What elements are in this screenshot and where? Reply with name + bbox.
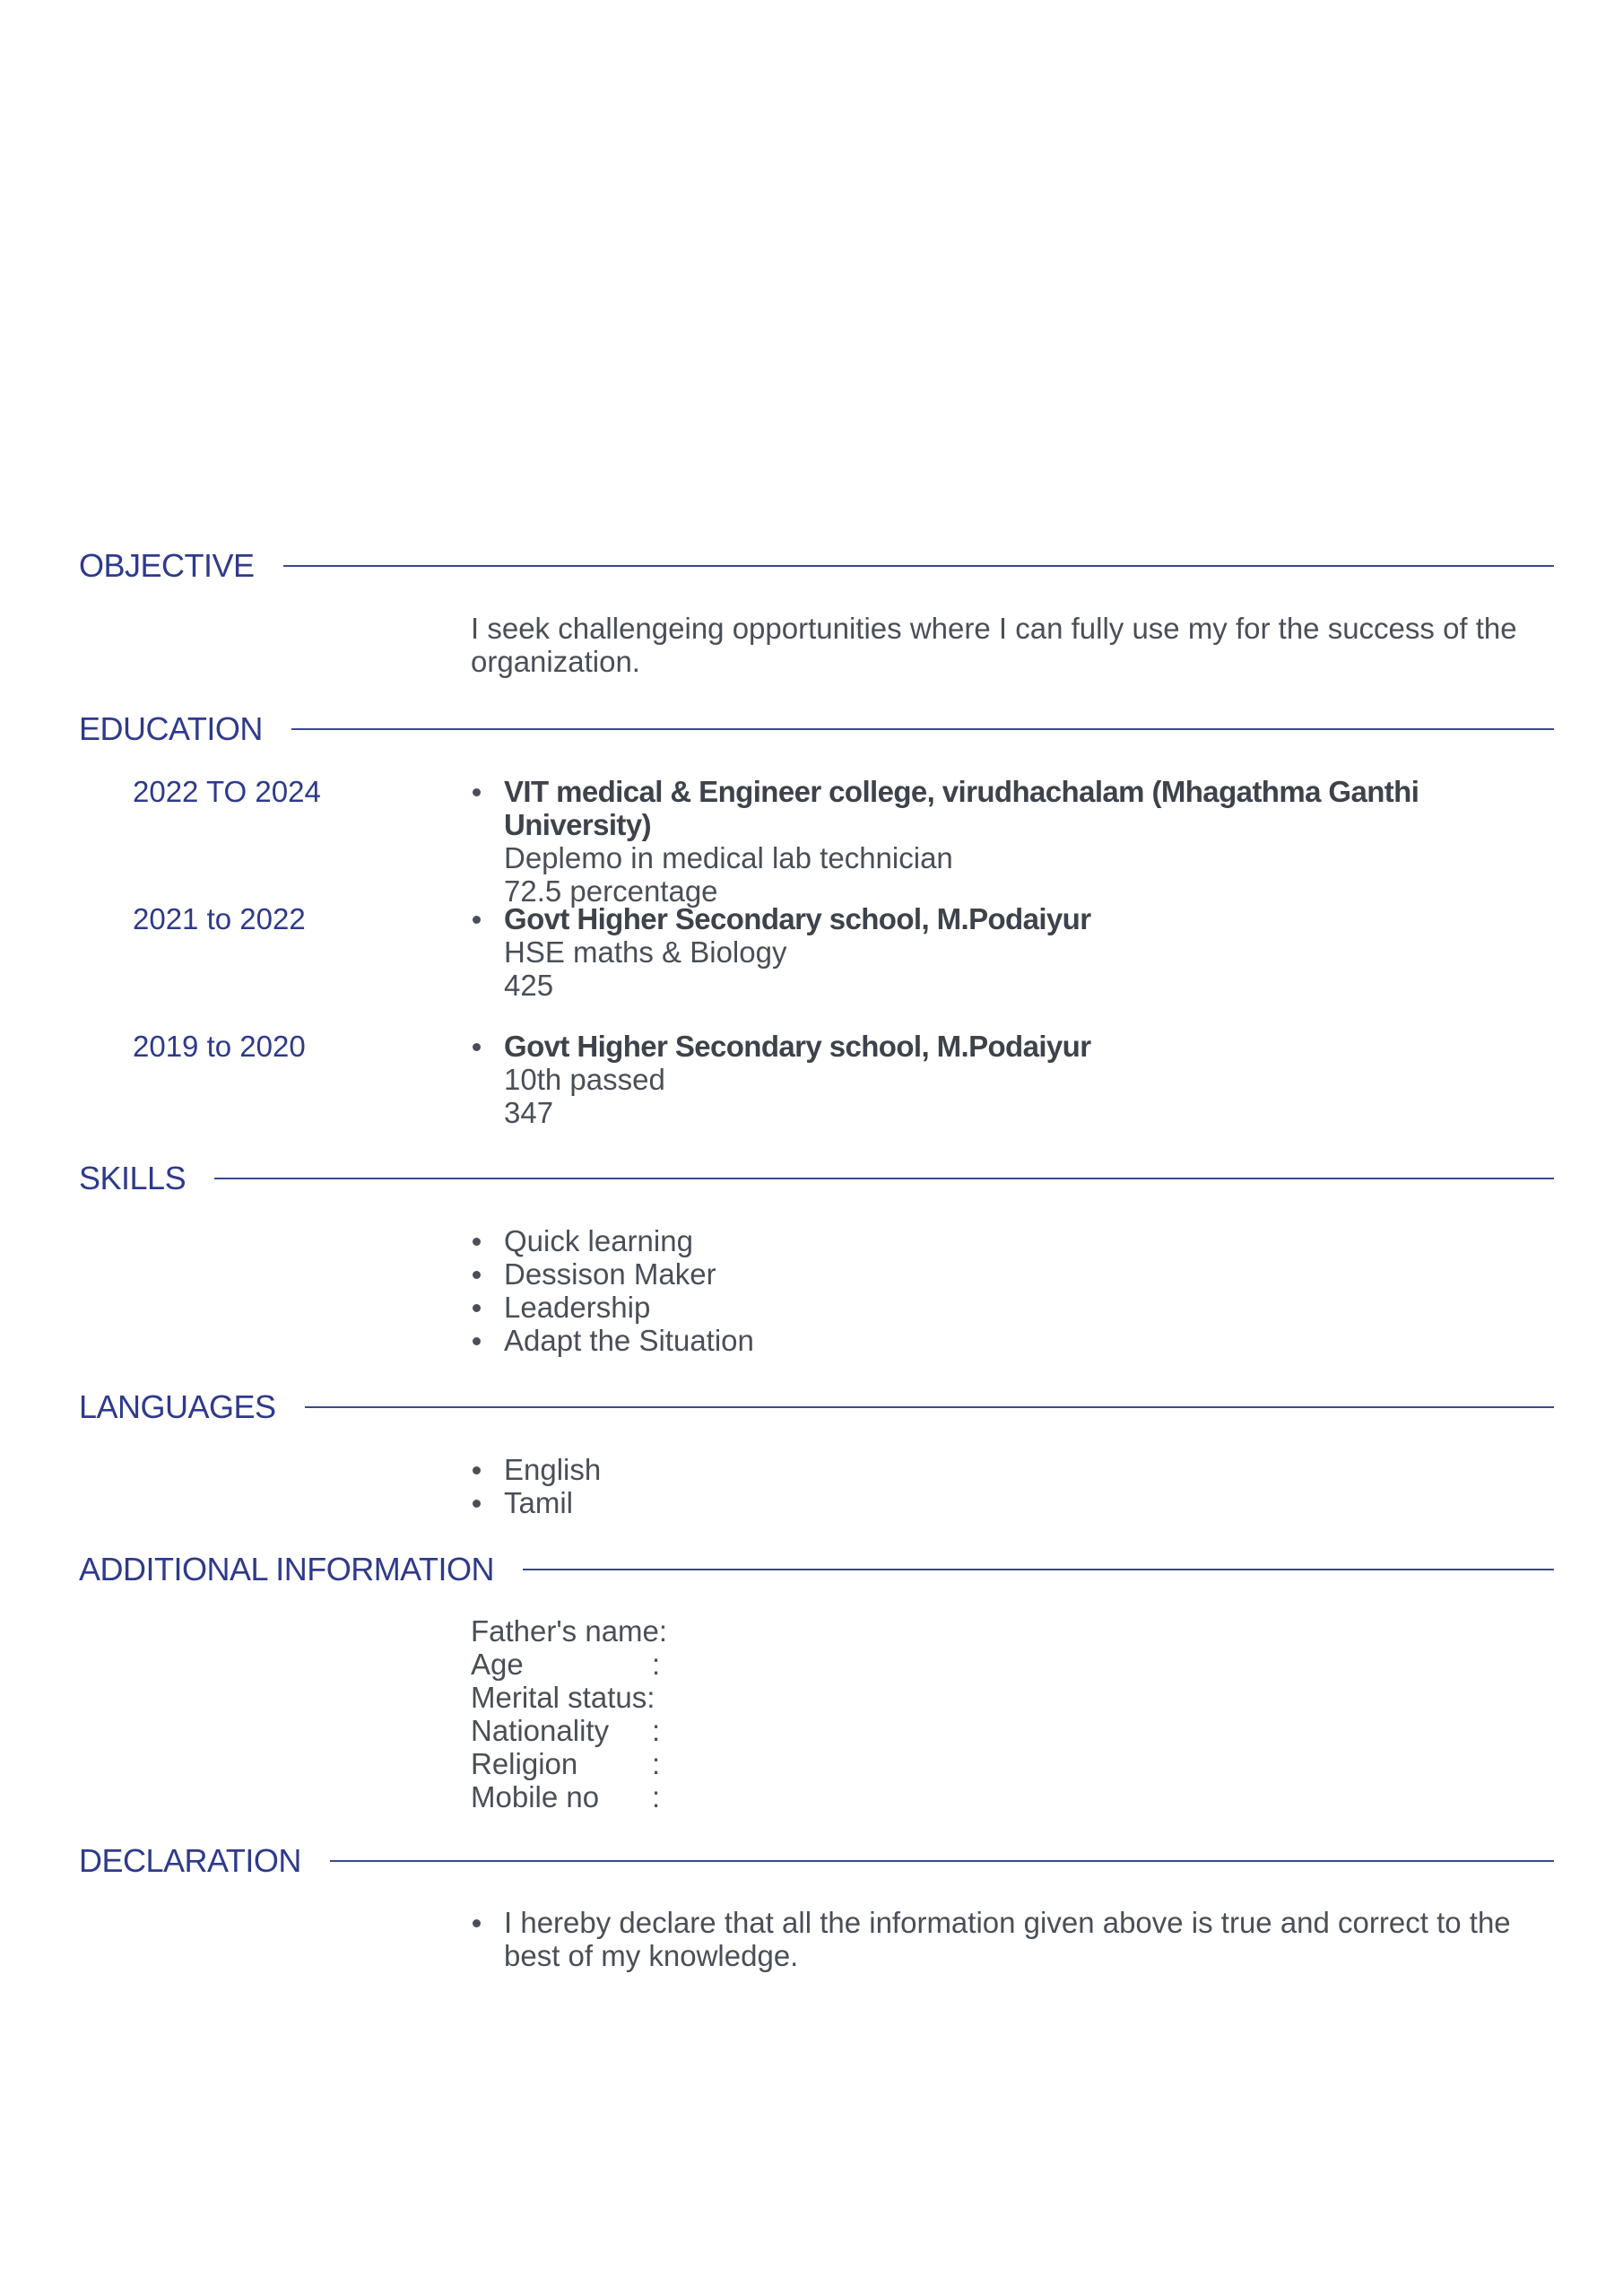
skills-title: SKILLS xyxy=(79,1160,187,1196)
education-header xyxy=(79,710,1554,748)
education-score: 425 xyxy=(504,969,554,1002)
education-date: 2021 to 2022 xyxy=(133,902,306,935)
additional-info-list xyxy=(471,1614,1554,1813)
education-score: 347 xyxy=(504,1096,554,1129)
education-score: 72.5 percentage xyxy=(504,874,718,908)
info-row xyxy=(471,1747,1554,1780)
declaration-header xyxy=(79,1842,1554,1880)
education-course: HSE maths & Biology xyxy=(504,935,787,969)
education-institution: Govt Higher Secondary school, M.Podaiyur xyxy=(504,1030,1091,1063)
education-details xyxy=(471,902,1554,1002)
education-details xyxy=(471,1030,1554,1129)
objective-header xyxy=(79,547,1554,585)
education-institution: Govt Higher Secondary school, M.Podaiyur xyxy=(504,902,1091,935)
languages-divider xyxy=(305,1406,1554,1408)
skill-item: Leadership xyxy=(471,1291,1554,1324)
skill-item: Adapt the Situation xyxy=(471,1324,1554,1357)
education-date: 2022 TO 2024 xyxy=(133,775,321,808)
language-item: English xyxy=(471,1453,1554,1486)
languages-title: LANGUAGES xyxy=(79,1388,276,1425)
declaration-title: DECLARATION xyxy=(79,1842,301,1879)
additional-info-title: ADDITIONAL INFORMATION xyxy=(79,1551,495,1587)
education-title: EDUCATION xyxy=(79,710,263,747)
education-date: 2019 to 2020 xyxy=(133,1030,306,1063)
info-row xyxy=(471,1714,1554,1747)
info-row xyxy=(471,1648,1554,1681)
info-separator: : xyxy=(652,1648,661,1681)
info-label: Mobile no xyxy=(471,1780,600,1813)
education-details xyxy=(471,775,1554,908)
additional-info-header xyxy=(79,1551,1554,1588)
info-label: Religion xyxy=(471,1747,578,1780)
objective-divider xyxy=(283,565,1554,567)
skills-header xyxy=(79,1160,1554,1197)
education-institution: VIT medical & Engineer college, virudhachalam (Mhagathma Ganthi University) xyxy=(504,775,1419,841)
education-course: 10th passed xyxy=(504,1063,665,1096)
info-label: Father's name xyxy=(471,1614,659,1648)
skills-list xyxy=(471,1224,1554,1357)
info-label: Age xyxy=(471,1648,524,1681)
info-separator: : xyxy=(652,1780,661,1813)
info-label: Merital status xyxy=(471,1681,647,1714)
skill-item: Dessison Maker xyxy=(471,1257,1554,1291)
language-item: Tamil xyxy=(471,1486,1554,1519)
skill-item: Quick learning xyxy=(471,1224,1554,1257)
info-separator: : xyxy=(658,1614,668,1648)
info-separator: : xyxy=(652,1747,661,1780)
declaration-text: I hereby declare that all the information given above is true and correct to the best of my knowledge. xyxy=(471,1906,1554,1972)
info-label: Nationality xyxy=(471,1714,610,1747)
objective-text: I seek challengeing opportunities where I can fully use my for the success of the organization. xyxy=(471,612,1517,678)
education-course: Deplemo in medical lab technician xyxy=(504,841,953,874)
education-divider xyxy=(291,728,1554,730)
declaration-body xyxy=(471,1906,1554,1972)
info-row xyxy=(471,1780,1554,1813)
info-row xyxy=(471,1681,1554,1714)
info-separator: : xyxy=(647,1681,655,1714)
declaration-divider xyxy=(330,1860,1554,1862)
languages-list xyxy=(471,1453,1554,1519)
info-separator: : xyxy=(652,1714,661,1747)
languages-header xyxy=(79,1388,1554,1426)
objective-title: OBJECTIVE xyxy=(79,547,255,584)
skills-divider xyxy=(214,1178,1554,1179)
additional-info-divider xyxy=(523,1569,1554,1570)
info-row xyxy=(471,1614,1554,1648)
